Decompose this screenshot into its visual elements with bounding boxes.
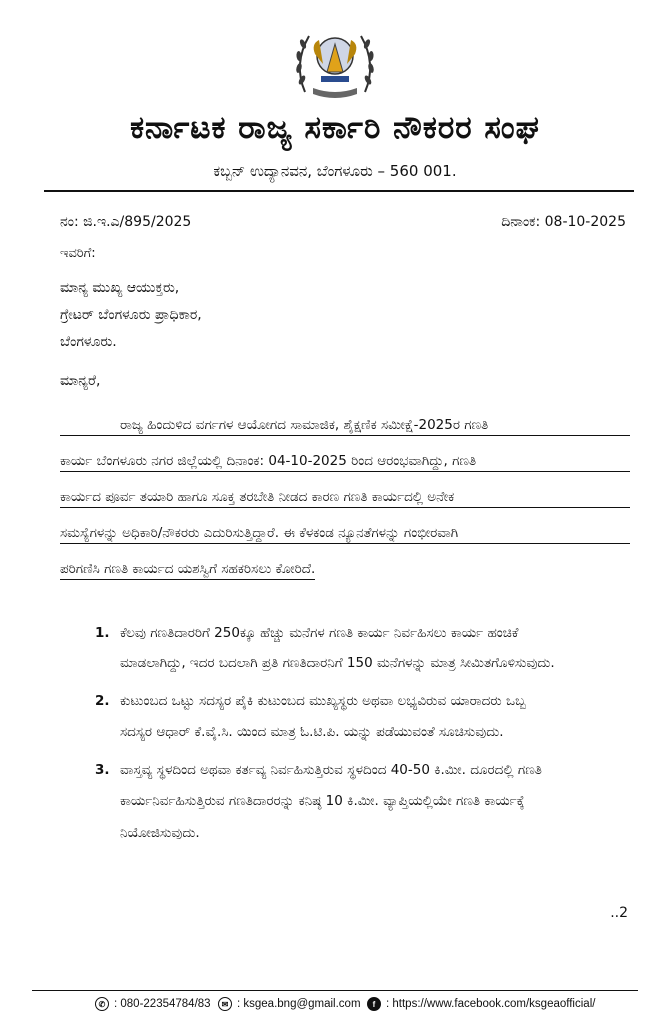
body-paragraph-line: ಪರಿಗಣಿಸಿ ಗಣತಿ ಕಾರ್ಯದ ಯಶಸ್ವಿಗೆ ಸಹಕರಿಸಲು ಕೋರಿದೆ. [60,561,315,580]
body-paragraph-line: ಕಾರ್ಯದ ಪೂರ್ವ ತಯಾರಿ ಹಾಗೂ ಸೂಕ್ತ ತರಬೇತಿ ನೀಡದ ಕಾರಣ ಗಣತಿ ಕಾರ್ಯದಲ್ಲಿ ಅನೇಕ [60,489,630,508]
facebook-link[interactable]: : https://www.facebook.com/ksgeaofficial/ [386,998,596,1010]
list-item-line: ಕುಟುಂಬದ ಒಟ್ಟು ಸದಸ್ಯರ ಪೈಕಿ ಕುಟುಂಬದ ಮುಖ್ಯಸ್ಥರು ಅಥವಾ ಲಭ್ಯವಿರುವ ಯಾರಾದರು ಒಬ್ಬ [120,693,526,709]
list-item-number: 3. [95,762,110,778]
list-item-line: ಕಾರ್ಯನಿರ್ವಹಿಸುತ್ತಿರುವ ಗಣತಿದಾರರನ್ನು ಕನಿಷ್ಠ 10 ಕಿ.ಮೀ. ವ್ಯಾಪ್ತಿಯಲ್ಲಿಯೇ ಗಣತಿ ಕಾರ್ಯಕ್ಕೆ [120,793,525,809]
footer-facebook [367,997,595,1011]
organization-name: ಕರ್ನಾಟಕ ರಾಜ್ಯ ಸರ್ಕಾರಿ ನೌಕರರ ಸಂಘ [130,110,540,146]
salutation: ಮಾನ್ಯರೆ, [60,373,101,389]
list-item-line: ನಿಯೋಜಿಸುವುದು. [120,825,200,841]
list-item-line: ಮಾಡಲಾಗಿದ್ದು, ಇದರ ಬದಲಾಗಿ ಪ್ರತಿ ಗಣತಿದಾರನಿಗೆ 150 ಮನೆಗಳನ್ನು ಮಾತ್ರ ಸೀಮಿತಗೊಳಿಸುವುದು. [120,655,555,671]
email-address: : ksgea.bng@gmail.com [237,998,361,1010]
recipient-line: ಮಾನ್ಯ ಮುಖ್ಯ ಆಯುಕ್ತರು, [60,280,180,296]
letter-date: ದಿನಾಂಕ: 08-10-2025 [501,214,626,230]
list-item-number: 1. [95,625,110,641]
phone-number: : 080-22354784/83 [114,998,211,1010]
organization-address: ಕಬ್ಬನ್ ಉದ್ಯಾನವನ, ಬೆಂಗಳೂರು – 560 001. [213,162,457,180]
body-paragraph-line: ಸಮಸ್ಯೆಗಳನ್ನು ಅಧಿಕಾರಿ/ನೌಕರರು ಎದುರಿಸುತ್ತಿದ್ದಾರೆ. ಈ ಕೆಳಕಂಡ ನ್ಯೂನತೆಗಳನ್ನು ಗಂಭೀರವಾಗಿ [60,525,630,544]
email-icon: ✉ [218,997,232,1011]
reference-number: ನಂ: ಜಿ.ಇ.ಎ/895/2025 [60,214,192,230]
list-item-line: ಸದಸ್ಯರ ಆಧಾರ್ ಕೆ.ವೈ.ಸಿ. ಯಿಂದ ಮಾತ್ರ ಓ.ಟಿ.ಪಿ. ಯನ್ನು ಪಡೆಯುವಂತೆ ಸೂಚಿಸುವುದು. [120,724,504,740]
footer-phone [95,997,211,1011]
footer-email [218,997,361,1011]
recipient-label: ಇವರಿಗೆ: [60,246,96,261]
page-continuation-marker: ..2 [610,905,628,921]
footer-divider [32,990,638,991]
recipient-line: ಗ್ರೇಟರ್ ಬೆಂಗಳೂರು ಪ್ರಾಧಿಕಾರ, [60,307,202,323]
facebook-icon: f [367,997,381,1011]
recipient-line: ಬೆಂಗಳೂರು. [60,334,117,350]
body-paragraph-line: ರಾಜ್ಯ ಹಿಂದುಳಿದ ವರ್ಗಗಳ ಆಯೋಗದ ಸಾಮಾಜಿಕ, ಶೈಕ್ಷಣಿಕ ಸಮೀಕ್ಷೆ-2025ರ ಗಣತಿ [60,417,630,436]
header-divider [44,190,634,192]
association-emblem-logo [287,14,383,110]
list-item-line: ವಾಸ್ತವ್ಯ ಸ್ಥಳದಿಂದ ಅಥವಾ ಕರ್ತವ್ಯ ನಿರ್ವಹಿಸುತ್ತಿರುವ ಸ್ಥಳದಿಂದ 40-50 ಕಿ.ಮೀ. ದೂರದಲ್ಲಿ ಗಣತಿ [120,762,542,778]
list-item-number: 2. [95,693,110,709]
phone-icon: ✆ [95,997,109,1011]
list-item-line: ಕೆಲವು ಗಣತಿದಾರರಿಗೆ 250ಕ್ಕೂ ಹೆಚ್ಚು ಮನೆಗಳ ಗಣತಿ ಕಾರ್ಯ ನಿರ್ವಹಿಸಲು ಕಾರ್ಯ ಹಂಚಿಕೆ [120,625,519,641]
body-paragraph-line: ಕಾರ್ಯ ಬೆಂಗಳೂರು ನಗರ ಜಿಲ್ಲೆಯಲ್ಲಿ ದಿನಾಂಕ: 04-10-2025 ರಿಂದ ಆರಂಭವಾಗಿದ್ದು, ಗಣತಿ [60,453,630,472]
